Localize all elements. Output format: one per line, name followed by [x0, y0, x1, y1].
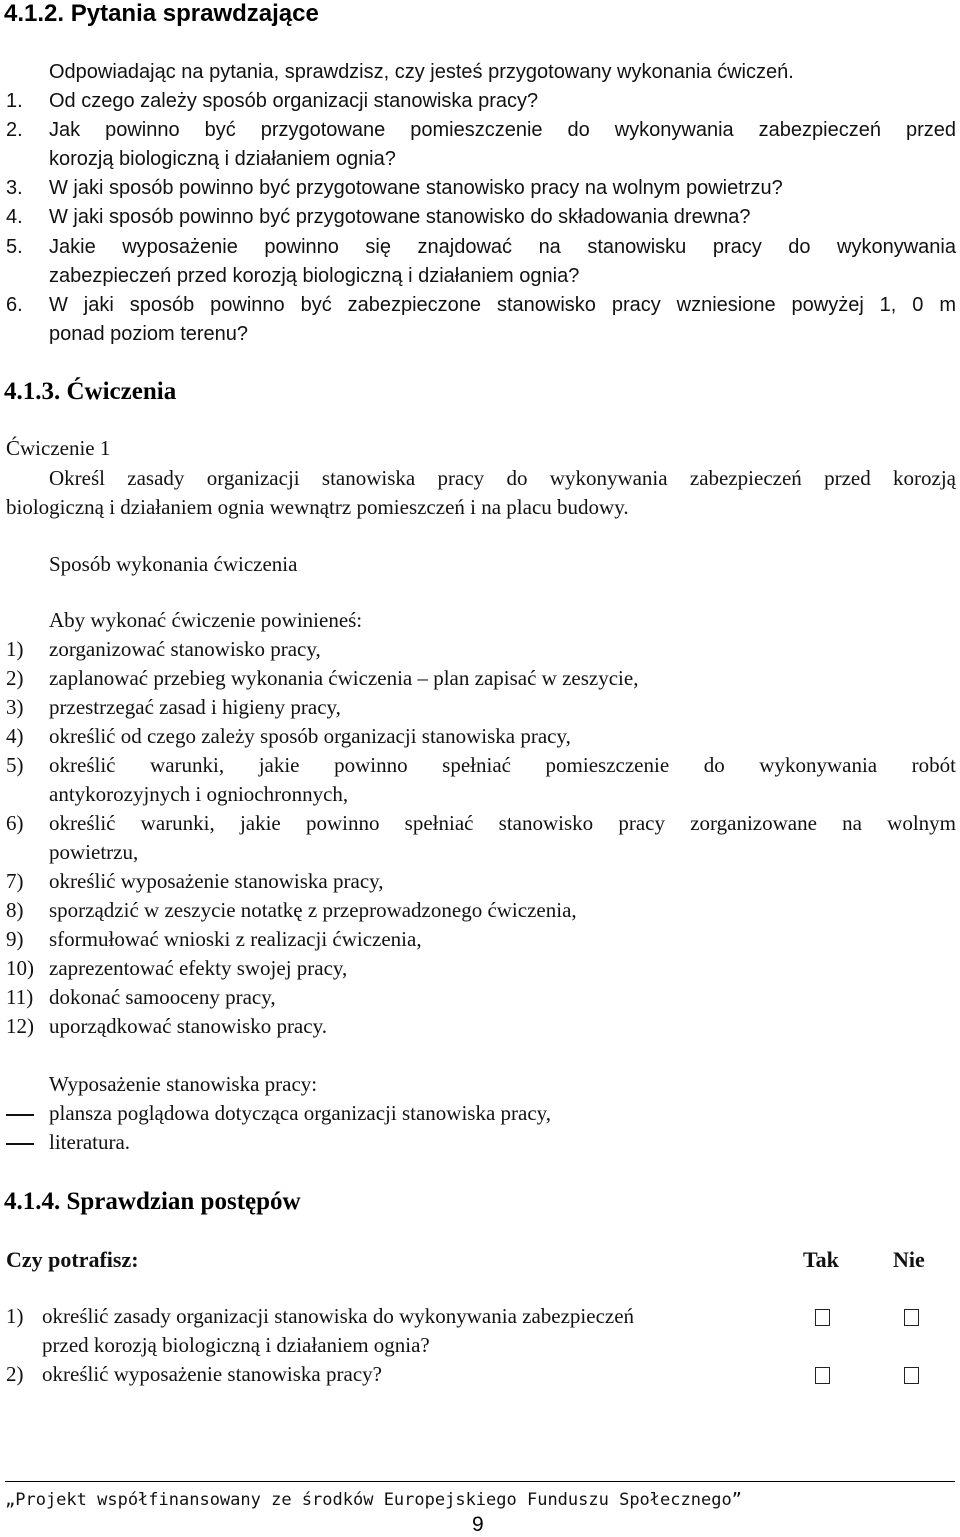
item-text-continued: korozją biologiczną i działaniem ognia? — [49, 148, 396, 170]
dash-bullet — [6, 1143, 34, 1145]
item-number: 9) — [6, 927, 24, 951]
item-text: określić warunki, jakie powinno spełniać pomieszczenie do wykonywania robót — [49, 753, 956, 777]
heading-exercises: 4.1.3. Ćwiczenia — [4, 378, 177, 405]
list-item: plansza poglądowa dotycząca organizacji stanowiska pracy, — [49, 1101, 552, 1125]
item-number: 7) — [6, 869, 24, 893]
list-item — [6, 233, 956, 291]
list-item — [6, 896, 956, 925]
exercise-title: Ćwiczenie 1 — [6, 436, 111, 460]
page-number: 9 — [472, 1513, 484, 1536]
item-number: 11) — [6, 985, 34, 1009]
item-number: 4) — [6, 724, 24, 748]
row-text: określić zasady organizacji stanowiska do wykonywania zabezpieczeń — [42, 1304, 635, 1328]
footer-divider — [5, 1481, 955, 1482]
checkbox-yes[interactable] — [815, 1367, 830, 1384]
table-row — [6, 1302, 766, 1360]
steps-intro: Aby wykonać ćwiczenie powinieneś: — [49, 608, 363, 632]
item-number: 5. — [6, 236, 23, 258]
list-item — [6, 116, 956, 174]
item-text: sformułować wnioski z realizacji ćwiczenia, — [49, 927, 422, 951]
row-text: określić wyposażenie stanowiska pracy? — [42, 1362, 382, 1386]
item-number: 2. — [6, 119, 23, 141]
checkbox-no[interactable] — [904, 1309, 919, 1326]
row-number: 1) — [6, 1304, 24, 1328]
item-text: W jaki sposób powinno być zabezpieczone stanowisko pracy wzniesione powyżej 1, 0 m — [49, 294, 956, 316]
footer-text: „Projekt współfinansowany ze środków Europejskiego Funduszu Społecznego” — [5, 1490, 742, 1510]
item-text: zaprezentować efekty swojej pracy, — [49, 956, 348, 980]
dash-bullet — [6, 1114, 34, 1116]
column-header-yes: Tak — [803, 1247, 839, 1272]
item-text: zorganizować stanowisko pracy, — [49, 637, 321, 661]
heading-progress: 4.1.4. Sprawdzian postępów — [4, 1188, 301, 1215]
list-item — [6, 693, 956, 722]
item-number: 6. — [6, 294, 23, 316]
exercise-description — [6, 464, 956, 522]
item-number: 3. — [6, 177, 23, 199]
equipment-title: Wyposażenie stanowiska pracy: — [49, 1072, 318, 1096]
table-row — [6, 1360, 766, 1389]
item-number: 12) — [6, 1014, 34, 1038]
list-item — [6, 809, 956, 867]
item-text: określić warunki, jakie powinno spełniać stanowisko pracy zorganizowane na wolnym — [49, 811, 956, 835]
item-text: uporządkować stanowisko pracy. — [49, 1014, 327, 1038]
exercise-text-continued: biologiczną i działaniem ognia wewnątrz pomieszczeń i na placu budowy. — [6, 495, 629, 519]
list-item — [6, 635, 956, 664]
list-item — [6, 983, 956, 1012]
steps-list — [6, 635, 956, 1041]
item-number: 8) — [6, 898, 24, 922]
item-text-continued: ponad poziom terenu? — [49, 323, 249, 345]
item-text-continued: antykorozyjnych i ogniochronnych, — [49, 782, 349, 806]
item-number: 3) — [6, 695, 24, 719]
item-number: 1) — [6, 637, 24, 661]
item-text: sporządzić w zeszycie notatkę z przeprowadzonego ćwiczenia, — [49, 898, 577, 922]
question-header: Czy potrafisz: — [6, 1247, 139, 1272]
item-text-continued: zabezpieczeń przed korozją biologiczną i działaniem ognia? — [49, 265, 580, 287]
heading-questions: 4.1.2. Pytania sprawdzające — [4, 0, 319, 27]
list-item: literatura. — [49, 1130, 131, 1154]
list-item — [6, 664, 956, 693]
item-text: W jaki sposób powinno być przygotowane stanowisko pracy na wolnym powietrzu? — [49, 177, 783, 199]
item-text: Jakie wyposażenie powinno się znajdować na stanowisku pracy do wykonywania — [49, 236, 956, 258]
list-item — [6, 867, 956, 896]
item-text: W jaki sposób powinno być przygotowane stanowisko do składowania drewna? — [49, 206, 751, 228]
item-number: 2) — [6, 666, 24, 690]
item-text: określić wyposażenie stanowiska pracy, — [49, 869, 384, 893]
item-number: 6) — [6, 811, 24, 835]
list-item — [6, 925, 956, 954]
list-item — [6, 722, 956, 751]
list-item — [6, 954, 956, 983]
item-number: 5) — [6, 753, 24, 777]
checkbox-no[interactable] — [904, 1367, 919, 1384]
item-number: 4. — [6, 206, 23, 228]
item-text: Jak powinno być przygotowane pomieszczenie do wykonywania zabezpieczeń przed — [49, 119, 956, 141]
item-text: Od czego zależy sposób organizacji stanowiska pracy? — [49, 90, 539, 112]
list-item — [6, 291, 956, 349]
item-text-continued: powietrzu, — [49, 840, 139, 864]
row-text-continued: przed korozją biologiczną i działaniem ognia? — [42, 1333, 430, 1357]
item-number: 10) — [6, 956, 34, 980]
list-item — [6, 1012, 956, 1041]
item-number: 1. — [6, 90, 23, 112]
list-item — [6, 751, 956, 809]
item-text: dokonać samooceny pracy, — [49, 985, 276, 1009]
row-number: 2) — [6, 1362, 24, 1386]
checkbox-yes[interactable] — [815, 1309, 830, 1326]
questions-intro: Odpowiadając na pytania, sprawdzisz, czy jesteś przygotowany wykonania ćwiczeń. — [49, 61, 794, 83]
exercise-text: Określ zasady organizacji stanowiska pracy do wykonywania zabezpieczeń przed korozją — [49, 466, 956, 490]
item-text: określić od czego zależy sposób organizacji stanowiska pracy, — [49, 724, 571, 748]
item-text: zaplanować przebieg wykonania ćwiczenia – plan zapisać w zeszycie, — [49, 666, 639, 690]
item-text: przestrzegać zasad i higieny pracy, — [49, 695, 341, 719]
column-header-no: Nie — [893, 1247, 925, 1272]
method-title: Sposób wykonania ćwiczenia — [49, 552, 298, 576]
